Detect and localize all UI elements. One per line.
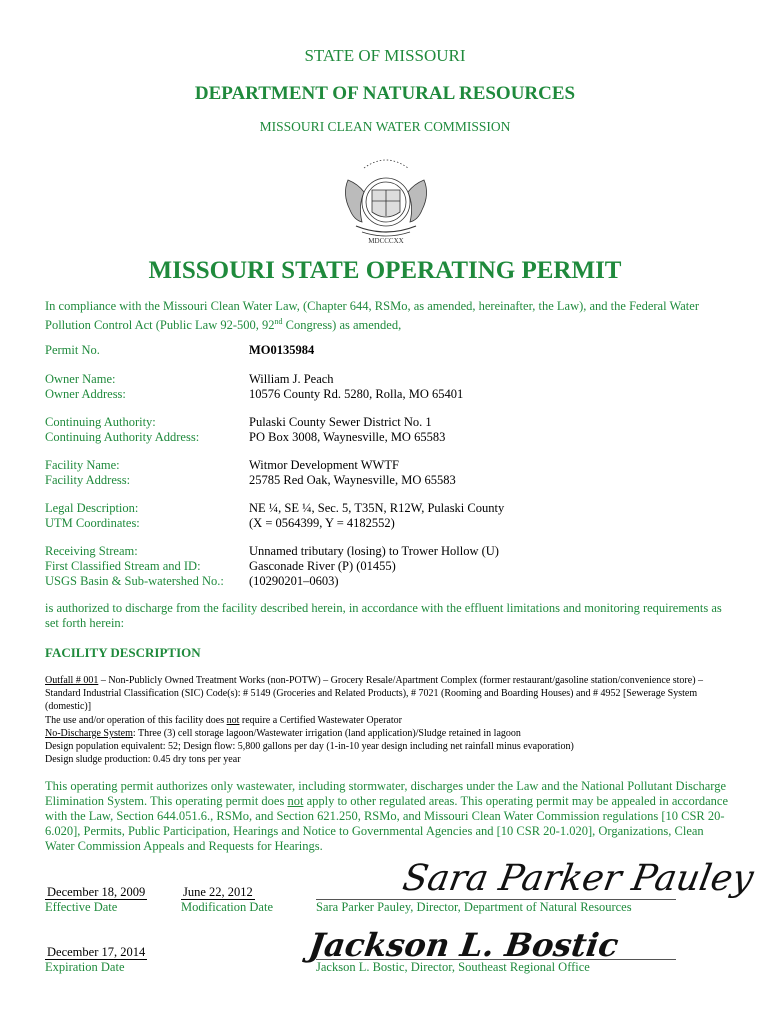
nodischarge-label: No-Discharge System bbox=[45, 727, 133, 739]
operator-line bbox=[45, 714, 735, 727]
modification-date-block bbox=[181, 885, 273, 915]
operating-text: This operating permit authorizes only wastewater, including stormwater, discharges under the Law and the National Pollutant Discharge Elimination System. This operating permit does bbox=[45, 779, 726, 808]
first-classified-label: First Classified Stream and ID: bbox=[45, 559, 201, 573]
director-1-signature bbox=[399, 846, 757, 902]
facility-name-value: Witmor Development WWTF bbox=[249, 458, 399, 472]
facility-description-heading: FACILITY DESCRIPTION bbox=[45, 645, 201, 660]
nodischarge-line bbox=[45, 727, 735, 740]
modification-date-value: June 22, 2012 bbox=[183, 885, 253, 899]
nodischarge-text: : Three (3) cell storage lagoon/Wastewater irrigation (land application)/Sludge retained in lagoon bbox=[132, 727, 521, 739]
outfall-text: – Non-Publicly Owned Treatment Works (non-POTW) – Grocery Resale/Apartment Complex (former restaurant/gasoline station/convenience store) – Standard Industrial Classification (SIC) Code(s): # 5149 (Groceries and Related Products), # 7021 (Rooming and Boarding Houses) and # 4952 [Sewerage System (domestic)] bbox=[45, 675, 704, 713]
legal-description-value: NE ¼, SE ¼, Sec. 5, T35N, R12W, Pulaski County bbox=[249, 501, 505, 515]
design-population-line: Design population equivalent: 52; Design flow: 5,800 gallons per day (1-in-10 year design including net rainfall minus evaporation) bbox=[45, 741, 574, 753]
state-heading: STATE OF MISSOURI bbox=[304, 46, 466, 65]
usgs-label: USGS Basin & Sub-watershed No.: bbox=[45, 574, 224, 588]
department-heading: DEPARTMENT OF NATURAL RESOURCES bbox=[194, 83, 576, 104]
owner-address-label: Owner Address: bbox=[45, 387, 126, 401]
owner-address-value: 10576 County Rd. 5280, Rolla, MO 65401 bbox=[249, 387, 464, 401]
missouri-state-seal bbox=[334, 150, 438, 250]
operating-paragraph bbox=[45, 779, 735, 854]
legal-description-label: Legal Description: bbox=[45, 501, 139, 515]
facility-address-label: Facility Address: bbox=[45, 473, 131, 487]
continuing-authority-address-label: Continuing Authority Address: bbox=[45, 430, 200, 444]
effective-date-value: December 18, 2009 bbox=[47, 885, 146, 899]
utm-label: UTM Coordinates: bbox=[45, 516, 140, 530]
permit-no-label: Permit No. bbox=[45, 343, 100, 357]
expiration-date-label: Expiration Date bbox=[45, 960, 125, 974]
sludge-line: Design sludge production: 0.45 dry tons per year bbox=[45, 754, 241, 766]
receiving-stream-value: Unnamed tributary (losing) to Trower Hollow (U) bbox=[249, 544, 499, 558]
receiving-stream-label: Receiving Stream: bbox=[45, 544, 138, 558]
operating-text-end: apply to other regulated areas. This operating permit may be appealed in accordance with the Law, Section 644.051.6., RSMo, and Section 621.250, RSMo, and Missouri Clean Water Commission regulations [10 CSR 20-6.020], Permits, Public Participation, Hearings and Notice to Governmental Agencies and [10 CSR 20-1.020], Organizations, Clean Water Commission Appeals and Requests for Hearings. bbox=[45, 794, 729, 853]
director-2-name: Jackson L. Bostic, Director, Southeast Regional Office bbox=[316, 960, 590, 974]
operator-text-end: require a Certified Wastewater Operator bbox=[239, 714, 402, 726]
facility-name-label: Facility Name: bbox=[45, 458, 120, 472]
facility-description-body bbox=[45, 674, 735, 766]
permit-no-value: MO0135984 bbox=[249, 343, 315, 357]
operating-not: not bbox=[287, 794, 304, 808]
first-classified-value: Gasconade River (P) (01455) bbox=[249, 559, 396, 573]
commission-heading: MISSOURI CLEAN WATER COMMISSION bbox=[259, 119, 511, 134]
outfall-label: Outfall # 001 bbox=[45, 675, 99, 686]
authorized-paragraph: is authorized to discharge from the facility described herein, in accordance with the effluent limitations and monitoring requirements as set forth herein: bbox=[45, 601, 722, 630]
utm-value: (X = 0564399, Y = 4182552) bbox=[249, 516, 395, 530]
expiration-date-block bbox=[45, 945, 147, 975]
intro-superscript: nd bbox=[274, 317, 283, 326]
owner-name-value: William J. Peach bbox=[249, 372, 334, 386]
seal-text: MDCCCXX bbox=[368, 237, 404, 245]
facility-address-value: 25785 Red Oak, Waynesville, MO 65583 bbox=[249, 473, 456, 487]
director-2-signature-text: Jackson L. Bostic bbox=[306, 926, 621, 964]
modification-date-label: Modification Date bbox=[181, 900, 273, 914]
operator-not: not bbox=[226, 714, 240, 726]
intro-text: In compliance with the Missouri Clean Water Law, (Chapter 644, RSMo, as amended, hereinafter, the Law), and the Federal Water Pollution Control Act (Public Law 92-500, 92 bbox=[45, 299, 699, 333]
expiration-date-value: December 17, 2014 bbox=[47, 945, 146, 959]
outfall-line bbox=[45, 674, 735, 714]
usgs-value: (10290201–0603) bbox=[249, 574, 339, 588]
effective-date-label: Effective Date bbox=[45, 900, 118, 914]
director-2-signature bbox=[300, 912, 621, 972]
owner-name-label: Owner Name: bbox=[45, 372, 116, 386]
director-1-signature-text: Sara Parker Pauley bbox=[399, 856, 757, 899]
director-1-name: Sara Parker Pauley, Director, Department of Natural Resources bbox=[316, 900, 632, 914]
effective-date-block bbox=[45, 885, 147, 915]
intro-text-end: Congress) as amended, bbox=[282, 318, 402, 333]
continuing-authority-address-value: PO Box 3008, Waynesville, MO 65583 bbox=[249, 430, 446, 444]
intro-paragraph bbox=[45, 299, 735, 333]
continuing-authority-value: Pulaski County Sewer District No. 1 bbox=[249, 415, 432, 429]
permit-title: MISSOURI STATE OPERATING PERMIT bbox=[148, 257, 622, 284]
operator-text: The use and/or operation of this facility does bbox=[45, 714, 227, 726]
continuing-authority-label: Continuing Authority: bbox=[45, 415, 156, 429]
